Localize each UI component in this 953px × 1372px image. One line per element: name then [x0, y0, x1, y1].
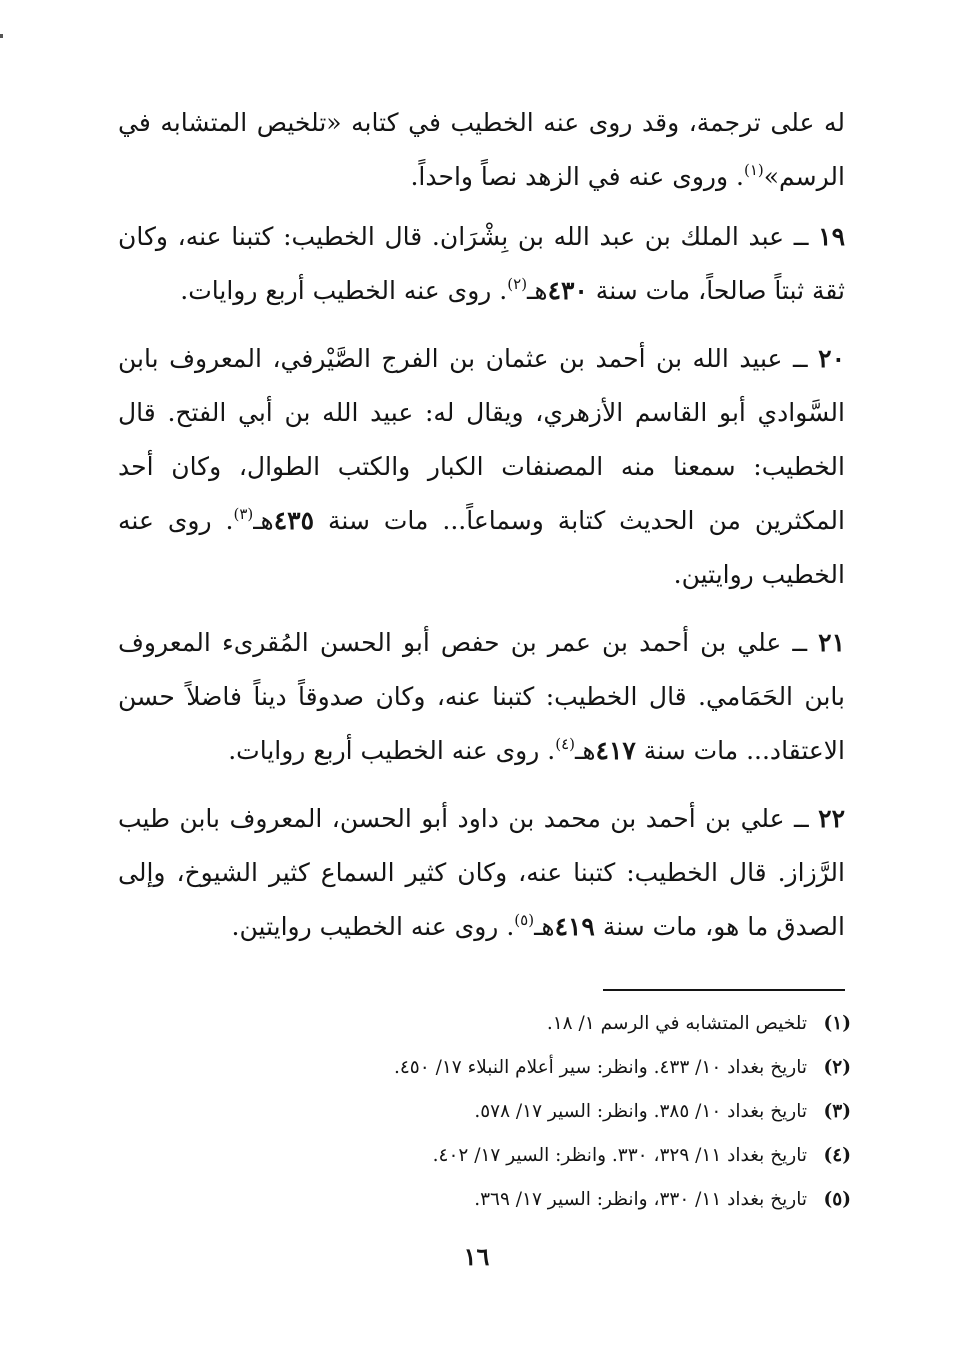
- entry-22-text-end: . روى عنه الخطيب روايتين.: [231, 912, 515, 941]
- footnote-separator: [603, 989, 845, 991]
- death-year-20: ٤٣٥: [273, 506, 315, 535]
- entry-number-19: ١٩: [818, 222, 845, 251]
- footnote-ref-3[interactable]: (٣): [233, 505, 254, 523]
- intro-text: له على ترجمة، وقد روى عنه الخطيب في كتابه «تلخيص المتشابه في الرسم»: [118, 108, 845, 191]
- entry-19-text: ــ عبد الملك بن عبد الله بن بِشْرَان. قال الخطيب: كتبنا عنه، وكان ثقة ثبتاً صالحاً، مات سنة: [118, 222, 845, 305]
- footnote-2: [118, 1046, 851, 1090]
- footnote-ref-2[interactable]: (٢): [507, 275, 528, 293]
- entry-20-text: ــ عبيد الله بن أحمد بن عثمان بن الفرج الصَّيْرفي، المعروف بابن السَّوادي أبو القاسم الأزهري، ويقال له: عبيد الله بن أبي الفتح. قال الخطيب: سمعنا منه المصنفات الكبار والكتب الطوال، وكان أحد المكثرين من الحديث كتابة وسماعاً... مات سنة: [118, 344, 845, 535]
- death-year-21: ٤١٧: [595, 736, 636, 765]
- footnote-mark: (٢): [823, 1057, 851, 1078]
- footnote-text: تاريخ بغداد ١١/ ٣٢٩، ٣٣٠. وانظر: السير ١٧/ ٤٠٢.: [432, 1145, 807, 1166]
- entry-19: [118, 210, 845, 318]
- footnote-mark: (٥): [823, 1189, 851, 1210]
- footnote-mark: (١): [823, 1013, 851, 1034]
- entry-22: [118, 792, 845, 954]
- footnotes: [118, 1002, 851, 1222]
- footnote-text: تاريخ بغداد ١١/ ٣٣٠، وانظر: السير ١٧/ ٣٦٩.: [474, 1189, 807, 1210]
- footnote-text: تاريخ بغداد ١٠/ ٤٣٣. وانظر: سير أعلام النبلاء ١٧/ ٤٥٠.: [393, 1057, 807, 1078]
- entry-20: [118, 332, 845, 602]
- footnote-ref-5[interactable]: (٥): [514, 911, 535, 929]
- footnote-text: تلخيص المتشابه في الرسم ١/ ١٨.: [546, 1013, 807, 1034]
- hijri-suffix: هـ: [575, 736, 596, 765]
- footnote-3: [118, 1090, 851, 1134]
- footnote-5: [118, 1178, 851, 1222]
- entry-21-text-end: . روى عنه الخطيب أربع روايات.: [228, 736, 556, 765]
- entry-number-21: ٢١: [818, 628, 845, 657]
- entry-21: [118, 616, 845, 778]
- footnote-text: تاريخ بغداد ١٠/ ٣٨٥. وانظر: السير ١٧/ ٥٧٨.: [474, 1101, 807, 1122]
- footnote-ref-4[interactable]: (٤): [555, 735, 575, 753]
- death-year-19: ٤٣٠: [547, 276, 588, 305]
- footnote-mark: (٤): [823, 1145, 851, 1166]
- hijri-suffix: هـ: [534, 912, 555, 941]
- footnote-1: [118, 1002, 851, 1046]
- intro-paragraph: [118, 96, 845, 204]
- scan-artifact-mark: [0, 34, 3, 38]
- intro-text-end: . وروى عنه في الزهد نصاً واحداً.: [410, 162, 744, 191]
- entry-20-text-end: . روى عنه الخطيب روايتين.: [118, 506, 845, 589]
- entry-22-text: ــ علي بن أحمد بن محمد بن داود أبو الحسن، المعروف بابن طيب الرَّزاز. قال الخطيب: كتبنا عنه، وكان كثير السماع كثير الشيوخ، وإلى الصدق ما هو، مات سنة: [118, 804, 845, 941]
- entry-19-text-end: . روى عنه الخطيب أربع روايات.: [180, 276, 508, 305]
- page-number: ١٦: [463, 1242, 490, 1271]
- footnote-4: [118, 1134, 851, 1178]
- footnote-mark: (٣): [823, 1101, 851, 1122]
- main-text: [118, 96, 845, 954]
- entry-number-22: ٢٢: [818, 804, 845, 833]
- footnote-ref-1[interactable]: (١): [743, 161, 764, 179]
- entry-21-text: ــ علي بن أحمد بن عمر بن حفص أبو الحسن المُقرىء المعروف بابن الحَمَامي. قال الخطيب: كتبنا عنه، وكان صدوقاً ديناً فاضلاً حسن الاعتقاد... مات سنة: [118, 628, 845, 765]
- hijri-suffix: هـ: [527, 276, 548, 305]
- hijri-suffix: هـ: [253, 506, 274, 535]
- entry-number-20: ٢٠: [818, 344, 845, 373]
- death-year-22: ٤١٩: [554, 912, 595, 941]
